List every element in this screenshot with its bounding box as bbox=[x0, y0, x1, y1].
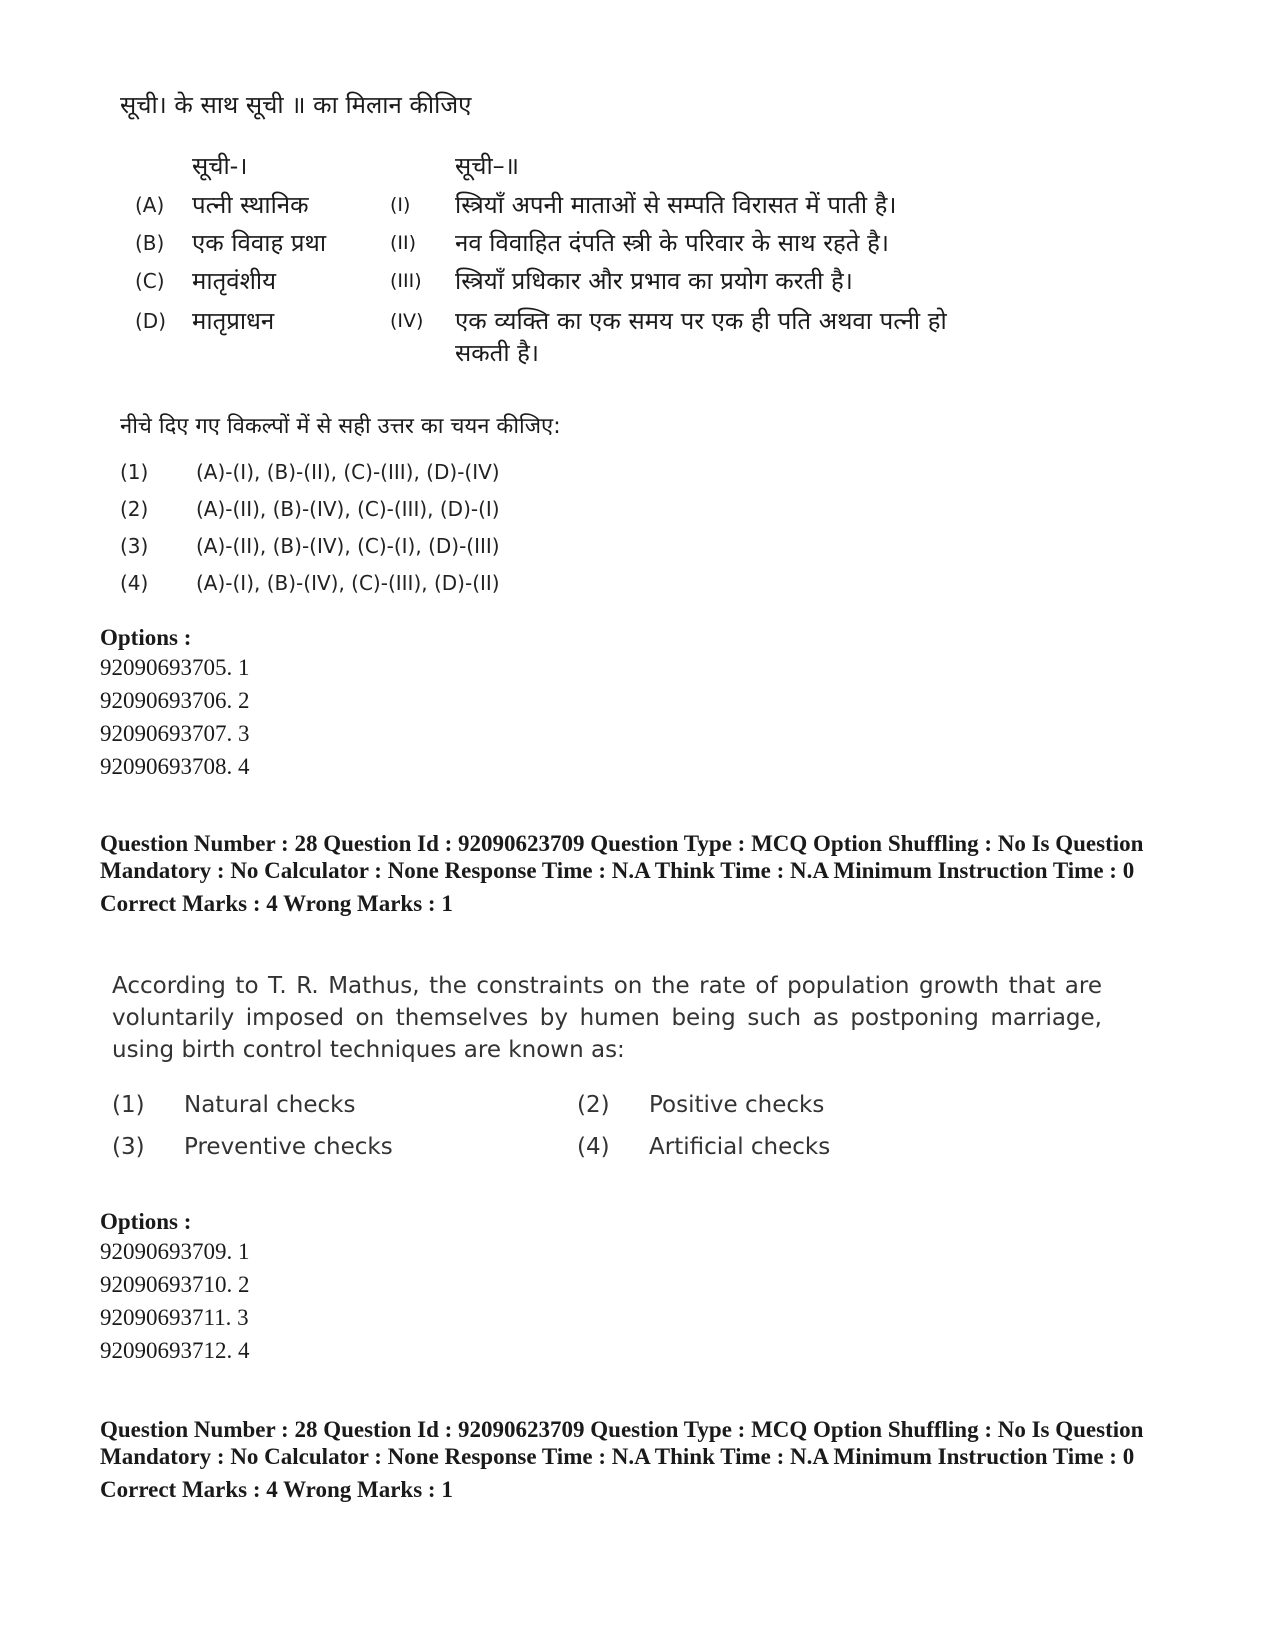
option-id: 92090693707. 3 bbox=[100, 721, 250, 746]
marks-info: Correct Marks : 4 Wrong Marks : 1 bbox=[100, 891, 453, 916]
match-row-a bbox=[120, 189, 980, 227]
list-2-item: नव विवाहित दंपति स्त्री के परिवार के साथ रहते है। bbox=[455, 229, 889, 257]
choice-number: (2) bbox=[120, 497, 149, 521]
choice-text: (A)-(II), (B)-(IV), (C)-(I), (D)-(III) bbox=[196, 534, 500, 558]
option-id: 92090693711. 3 bbox=[100, 1305, 249, 1330]
match-row-d bbox=[120, 305, 980, 375]
option-id: 92090693709. 1 bbox=[100, 1239, 250, 1264]
answer-choices bbox=[112, 1092, 1112, 1182]
choice-text: (A)-(I), (B)-(IV), (C)-(III), (D)-(II) bbox=[196, 571, 500, 595]
choice-text: Preventive checks bbox=[184, 1134, 393, 1160]
question-28-content bbox=[112, 970, 1112, 1182]
option-id: 92090693705. 1 bbox=[100, 655, 250, 680]
choice-number: (1) bbox=[112, 1092, 145, 1118]
list-2-item: एक व्यक्ति का एक समय पर एक ही पति अथवा पत्नी हो सकती है। bbox=[455, 307, 947, 367]
option-id: 92090693710. 2 bbox=[100, 1272, 250, 1297]
q28-options bbox=[100, 1208, 250, 1367]
option-id: 92090693708. 4 bbox=[100, 754, 250, 779]
choice-text: (A)-(I), (B)-(II), (C)-(III), (D)-(IV) bbox=[196, 460, 500, 484]
answer-choice-1 bbox=[112, 1092, 355, 1118]
list-1-item: मातृप्राधन bbox=[192, 307, 275, 335]
match-row-b bbox=[120, 227, 980, 265]
row-roman: (IV) bbox=[390, 310, 424, 332]
list-headers bbox=[120, 149, 980, 189]
list-1-item: मातृवंशीय bbox=[192, 267, 277, 295]
row-roman: (III) bbox=[390, 270, 422, 292]
question-text: According to T. R. Mathus, the constraints on the rate of population growth that are voluntarily imposed on themselves by humen being such as postponing marriage, using birth control techniques are known as: bbox=[112, 973, 1102, 1063]
choice-text: Positive checks bbox=[649, 1092, 825, 1118]
list-1-item: एक विवाह प्रथा bbox=[192, 229, 327, 257]
choice-number: (3) bbox=[120, 534, 149, 558]
list-2-item: स्त्रियाँ प्रधिकार और प्रभाव का प्रयोग करती है। bbox=[455, 267, 853, 295]
choice-text: Artificial checks bbox=[649, 1134, 831, 1160]
next-question-header bbox=[100, 1416, 1200, 1503]
answer-choice-2 bbox=[577, 1092, 824, 1118]
list-1-item: पत्नी स्थानिक bbox=[192, 191, 309, 219]
q28-header bbox=[100, 830, 1200, 917]
question-info: Question Number : 28 Question Id : 92090623709 Question Type : MCQ Option Shuffling : No Is Question Mandatory : No Calculator : None Response Time : N.A Think Time : N.A Minimum Instruction Time : 0 bbox=[100, 831, 1144, 883]
options-heading: Options : bbox=[100, 1209, 192, 1234]
answer-choice-3 bbox=[112, 1134, 393, 1160]
option-id: 92090693712. 4 bbox=[100, 1338, 250, 1363]
row-label: (C) bbox=[135, 269, 165, 293]
match-table bbox=[120, 189, 980, 375]
list-1-header: सूची-। bbox=[192, 152, 248, 180]
row-roman: (I) bbox=[390, 194, 411, 216]
choice-text: (A)-(II), (B)-(IV), (C)-(III), (D)-(I) bbox=[196, 497, 500, 521]
answer-choice-4 bbox=[577, 1134, 830, 1160]
question-info: Question Number : 28 Question Id : 92090623709 Question Type : MCQ Option Shuffling : No Is Question Mandatory : No Calculator : None Response Time : N.A Think Time : N.A Minimum Instruction Time : 0 bbox=[100, 1417, 1144, 1469]
match-instruction: सूची। के साथ सूची ॥ का मिलान कीजिए bbox=[120, 91, 472, 119]
choose-instruction: नीचे दिए गए विकल्पों में से सही उत्तर का चयन कीजिए: bbox=[120, 414, 561, 439]
options-heading: Options : bbox=[100, 625, 192, 650]
choice-number: (1) bbox=[120, 460, 149, 484]
option-id: 92090693706. 2 bbox=[100, 688, 250, 713]
row-roman: (II) bbox=[390, 232, 417, 254]
row-label: (A) bbox=[135, 193, 165, 217]
row-label: (D) bbox=[135, 309, 167, 333]
choice-text: Natural checks bbox=[184, 1092, 356, 1118]
choice-number: (4) bbox=[577, 1134, 610, 1160]
list-2-header: सूची–॥ bbox=[455, 152, 520, 180]
q27-options bbox=[100, 624, 250, 783]
choice-number: (2) bbox=[577, 1092, 610, 1118]
match-row-c bbox=[120, 265, 980, 305]
choice-number: (3) bbox=[112, 1134, 145, 1160]
row-label: (B) bbox=[135, 231, 165, 255]
list-2-item: स्त्रियाँ अपनी माताओं से सम्पति विरासत में पाती है। bbox=[455, 191, 897, 219]
marks-info: Correct Marks : 4 Wrong Marks : 1 bbox=[100, 1477, 453, 1502]
question-27-content bbox=[120, 88, 980, 595]
choice-number: (4) bbox=[120, 571, 149, 595]
